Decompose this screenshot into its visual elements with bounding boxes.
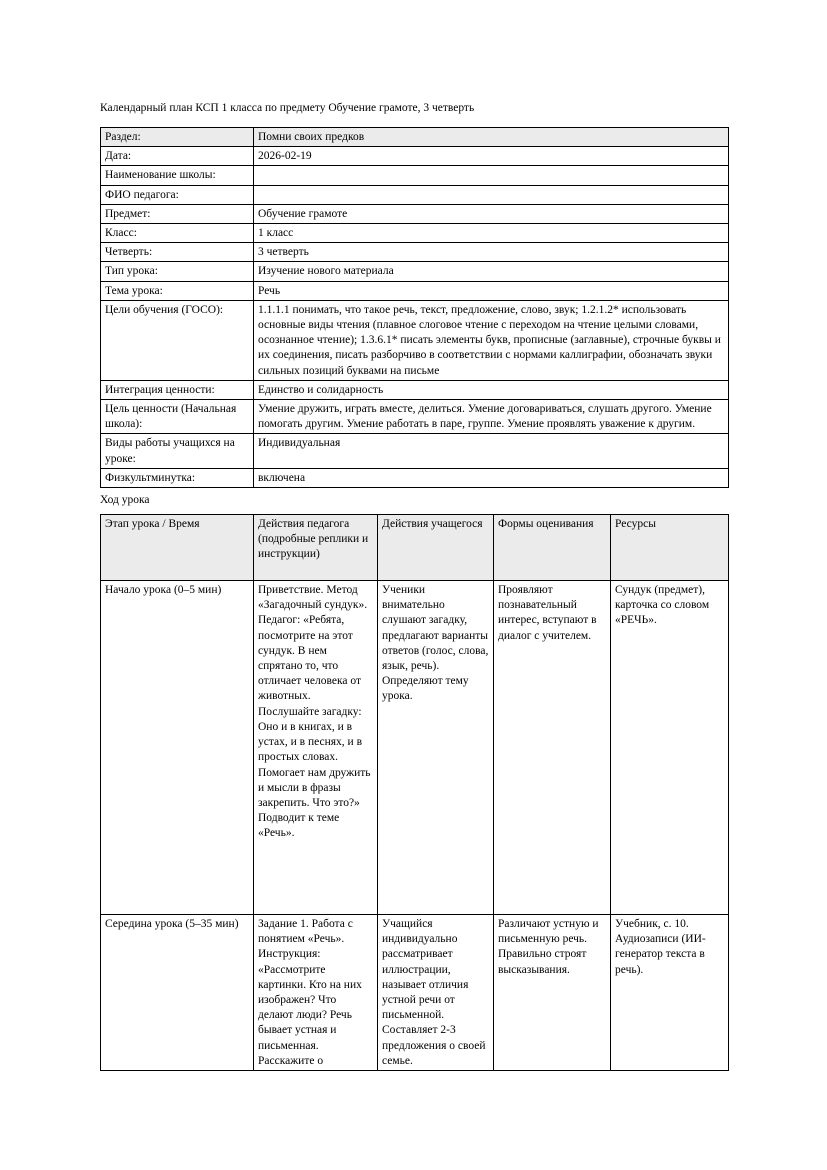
cell-stage: Середина урока (5–35 мин) bbox=[101, 915, 254, 1071]
info-label: Цель ценности (Начальная школа): bbox=[101, 400, 254, 434]
column-header-student-actions: Действия учащегося bbox=[378, 515, 494, 581]
info-value: Единство и солидарность bbox=[254, 380, 729, 399]
info-value: Помни своих предков bbox=[254, 128, 729, 147]
column-header-resources: Ресурсы bbox=[611, 515, 729, 581]
cell-teacher-actions: Приветствие. Метод «Загадочный сундук». Педагог: «Ребята, посмотрите на этот сундук. В нем спрятано то, что отличает человека от животных. Послушайте загадку: Оно и в книгах, и в устах, и в песнях, и в простых словах. Помогает нам дружить и мысли в фразы закрепить. Что это?» Подводит к теме «Речь». bbox=[254, 581, 378, 915]
info-label: Раздел: bbox=[101, 128, 254, 147]
table-row bbox=[101, 204, 729, 223]
table-row bbox=[101, 300, 729, 380]
cell-resources: Сундук (предмет), карточка со словом «РЕЧЬ». bbox=[611, 581, 729, 915]
cell-stage: Начало урока (0–5 мин) bbox=[101, 581, 254, 915]
info-label: Наименование школы: bbox=[101, 166, 254, 185]
cell-assessment-forms: Различают устную и письменную речь. Правильно строят высказывания. bbox=[494, 915, 611, 1071]
info-value: Речь bbox=[254, 281, 729, 300]
table-row bbox=[101, 147, 729, 166]
lesson-flow-table bbox=[100, 514, 729, 1071]
table-row bbox=[101, 262, 729, 281]
info-label: Виды работы учащихся на уроке: bbox=[101, 434, 254, 468]
info-value: 3 четверть bbox=[254, 243, 729, 262]
info-value: Изучение нового материала bbox=[254, 262, 729, 281]
info-value: Индивидуальная bbox=[254, 434, 729, 468]
page-title: Календарный план КСП 1 класса по предмету Обучение грамоте, 3 четверть bbox=[100, 102, 475, 114]
info-value: включена bbox=[254, 468, 729, 487]
column-header-teacher-actions: Действия педагога (подробные реплики и инструкции) bbox=[254, 515, 378, 581]
info-value bbox=[254, 166, 729, 185]
table-row bbox=[101, 380, 729, 399]
table-row bbox=[101, 468, 729, 487]
info-label: Предмет: bbox=[101, 204, 254, 223]
info-value: 2026-02-19 bbox=[254, 147, 729, 166]
info-value: 1.1.1.1 понимать, что такое речь, текст, предложение, слово, звук; 1.2.1.2* использовать основные виды чтения (плавное слоговое чтение с переходом на чтение целыми словами, осознанное чтение); 1.3.6.1* писать элементы букв, прописные (заглавные), строчные буквы и их соединения, писать разборчиво в соответствии с нормами каллиграфии, обозначать звуки сильных позиций буквами на письме bbox=[254, 300, 729, 380]
table-row bbox=[101, 185, 729, 204]
info-label: Физкультминутка: bbox=[101, 468, 254, 487]
info-label: Тип урока: bbox=[101, 262, 254, 281]
info-label: Тема урока: bbox=[101, 281, 254, 300]
info-label: ФИО педагога: bbox=[101, 185, 254, 204]
cell-teacher-actions: Задание 1. Работа с понятием «Речь». Инструкция: «Рассмотрите картинки. Кто на них изображен? Что делают люди? Речь бывает устная и письменная. Расскажите о bbox=[254, 915, 378, 1071]
info-label: Класс: bbox=[101, 224, 254, 243]
info-value: Умение дружить, играть вместе, делиться. Умение договариваться, слушать другого. Умение помогать другим. Умение работать в паре, группе. Умение проявлять уважение к другим. bbox=[254, 400, 729, 434]
table-row bbox=[101, 128, 729, 147]
column-header-assessment-forms: Формы оценивания bbox=[494, 515, 611, 581]
info-value: Обучение грамоте bbox=[254, 204, 729, 223]
page-content bbox=[100, 100, 728, 1071]
column-header-stage: Этап урока / Время bbox=[101, 515, 254, 581]
info-label: Интеграция ценности: bbox=[101, 380, 254, 399]
cell-assessment-forms: Проявляют познавательный интерес, вступают в диалог с учителем. bbox=[494, 581, 611, 915]
cell-student-actions: Учащийся индивидуально рассматривает иллюстрации, называет отличия устной речи от письменной. Составляет 2-3 предложения о своей семье. bbox=[378, 915, 494, 1071]
table-row bbox=[101, 915, 729, 1071]
info-label: Цели обучения (ГОСО): bbox=[101, 300, 254, 380]
table-row bbox=[101, 166, 729, 185]
table-row bbox=[101, 434, 729, 468]
info-label: Дата: bbox=[101, 147, 254, 166]
table-header-row bbox=[101, 515, 729, 581]
lesson-info-table bbox=[100, 127, 729, 488]
table-row bbox=[101, 281, 729, 300]
table-row bbox=[101, 243, 729, 262]
info-label: Четверть: bbox=[101, 243, 254, 262]
table-row bbox=[101, 224, 729, 243]
info-value: 1 класс bbox=[254, 224, 729, 243]
table-row bbox=[101, 400, 729, 434]
lesson-flow-label: Ход урока bbox=[100, 494, 150, 507]
cell-student-actions: Ученики внимательно слушают загадку, предлагают варианты ответов (голос, слова, язык, речь). Определяют тему урока. bbox=[378, 581, 494, 915]
info-value bbox=[254, 185, 729, 204]
table-row bbox=[101, 581, 729, 915]
cell-resources: Учебник, с. 10. Аудиозаписи (ИИ-генератор текста в речь). bbox=[611, 915, 729, 1071]
